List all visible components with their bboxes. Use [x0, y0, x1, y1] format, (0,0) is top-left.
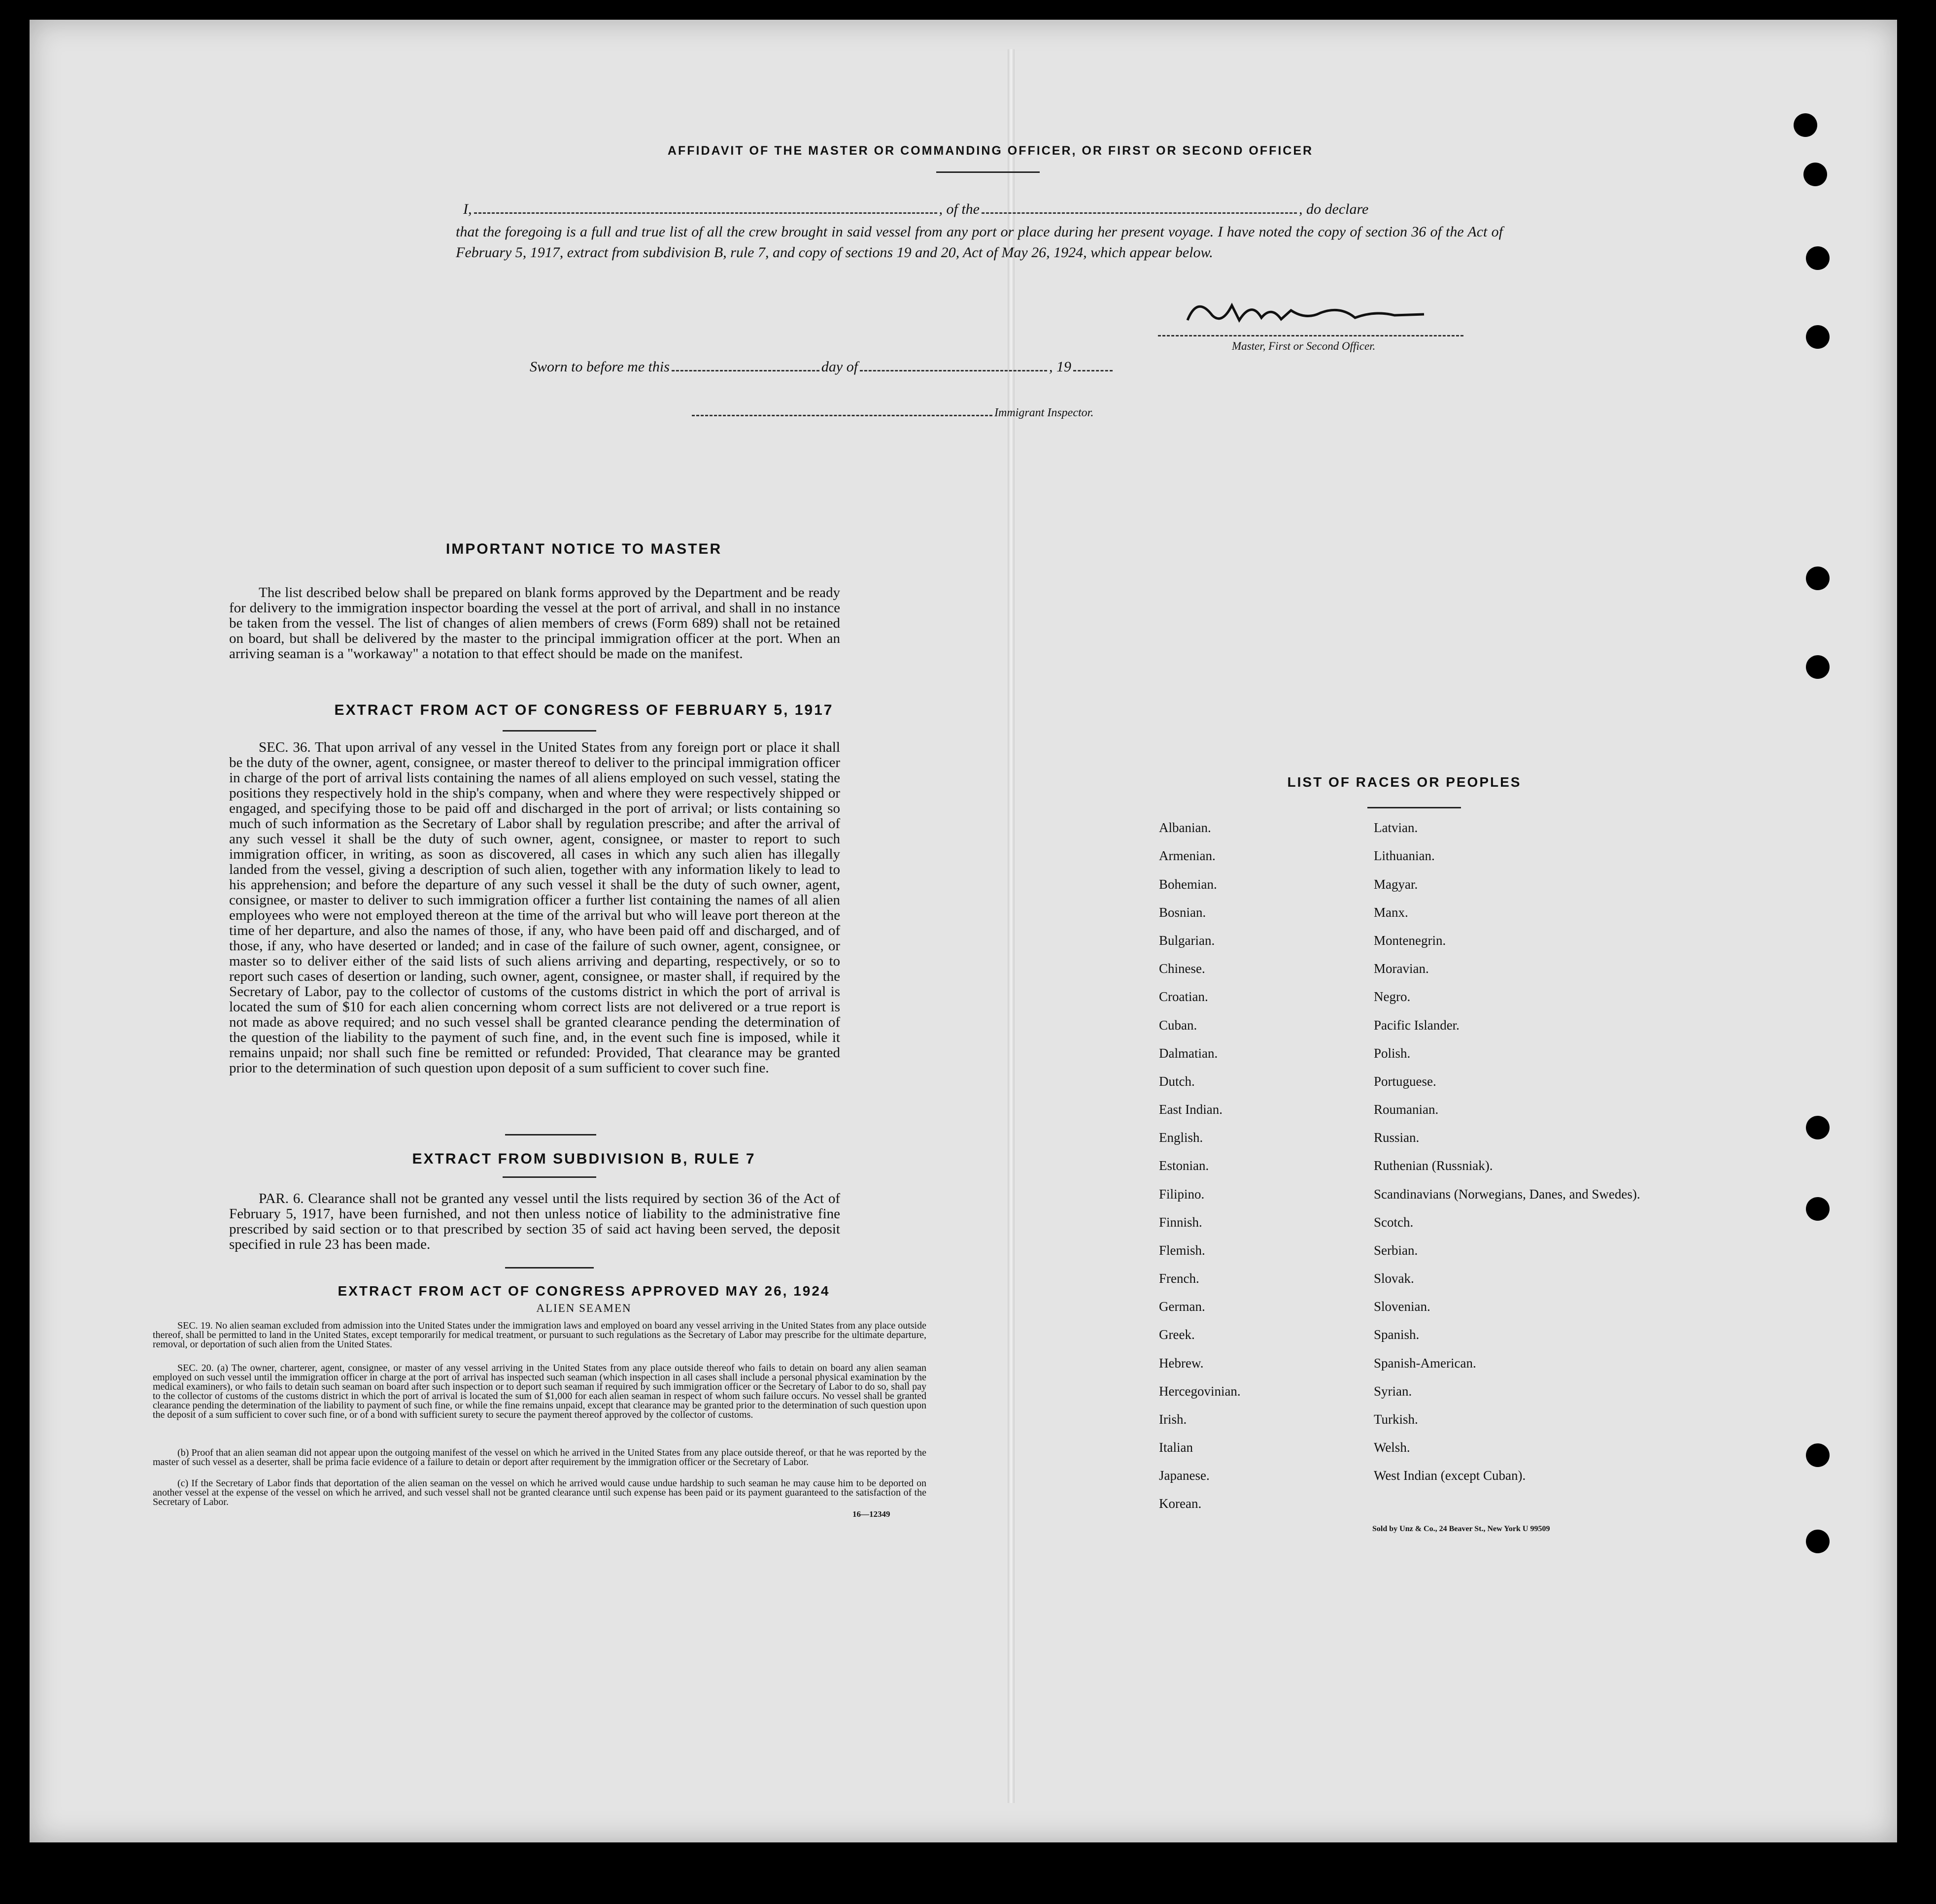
race-item: Montenegrin. [1374, 933, 1446, 948]
notice-title: IMPORTANT NOTICE TO MASTER [445, 541, 722, 557]
punch-hole [1806, 1443, 1830, 1467]
race-item: Finnish. [1159, 1215, 1202, 1230]
rule-rule7-top [505, 1134, 596, 1136]
extract-rule7-title: EXTRACT FROM SUBDIVISION B, RULE 7 [412, 1151, 756, 1167]
race-item: Greek. [1159, 1327, 1195, 1342]
race-item: Ruthenian (Russniak). [1374, 1158, 1493, 1173]
punch-hole [1806, 1197, 1830, 1221]
race-item: Albanian. [1159, 820, 1211, 835]
race-item: Spanish-American. [1374, 1356, 1476, 1370]
race-item: Cuban. [1159, 1018, 1197, 1033]
race-item: Pacific Islander. [1374, 1018, 1460, 1033]
punch-hole [1806, 325, 1830, 349]
race-item: Italian [1159, 1440, 1193, 1455]
signature-underline [1158, 335, 1463, 336]
printer-imprint: Sold by Unz & Co., 24 Beaver St., New York U 99509 [1372, 1525, 1550, 1533]
signature [1178, 291, 1434, 337]
races-title: LIST OF RACES OR PEOPLES [1287, 774, 1522, 790]
race-item: Estonian. [1159, 1158, 1209, 1173]
race-item: Roumanian. [1374, 1102, 1439, 1117]
affidavit-do-declare: , do declare [1299, 201, 1369, 217]
race-item: Scandinavians (Norwegians, Danes, and Swedes). [1374, 1187, 1640, 1202]
sec19-text: SEC. 19. No alien seaman excluded from admission into the United States under the immigration laws and employed on board any vessel arriving in the United States from any place outside thereof, shall be permitted to land in the United States, except temporarily for medical treatment, or pursuant to such regulations as the Secretary of Labor may prescribe for the ultimate departure, removal, or deportation of such alien from the United States. [153, 1320, 926, 1350]
form-number: 16—12349 [852, 1509, 890, 1519]
race-item: Bohemian. [1159, 877, 1217, 892]
race-item: Magyar. [1374, 877, 1418, 892]
race-item: Filipino. [1159, 1187, 1205, 1202]
page-fold [1008, 49, 1015, 1803]
race-item: Korean. [1159, 1496, 1202, 1511]
race-item: Bosnian. [1159, 905, 1206, 920]
race-item: Serbian. [1374, 1243, 1418, 1258]
race-item: Bulgarian. [1159, 933, 1215, 948]
punch-hole [1803, 163, 1827, 186]
race-item: Lithuanian. [1374, 848, 1435, 863]
punch-hole [1806, 567, 1830, 590]
race-item: Croatian. [1159, 989, 1208, 1004]
affidavit-i: I, [463, 201, 472, 217]
sec20c-text: (c) If the Secretary of Labor finds that deportation of the alien seaman on the vessel on which he arrived would cause undue hardship to such seaman he may cause him to be deported on another vessel at the expense of the vessel on which he arrived, and such vessel shall not be granted clearance until such expense has been paid or its payment guaranteed to the satisfaction of the Secretary of Labor. [153, 1478, 926, 1507]
race-item: East Indian. [1159, 1102, 1223, 1117]
affidavit-of-the: , of the [939, 201, 980, 217]
race-item: Negro. [1374, 989, 1411, 1004]
race-item: Hercegovinian. [1159, 1384, 1241, 1399]
year-text: , 19 [1049, 359, 1072, 375]
race-item: Latvian. [1374, 820, 1418, 835]
race-item: Welsh. [1374, 1440, 1410, 1455]
race-item: Hebrew. [1159, 1356, 1204, 1370]
rule-rule7-bottom [503, 1176, 596, 1178]
race-item: West Indian (except Cuban). [1374, 1468, 1526, 1483]
punch-hole [1806, 655, 1830, 679]
race-item: Slovenian. [1374, 1299, 1430, 1314]
extract-1917-text: SEC. 36. That upon arrival of any vessel in the United States from any foreign port or place it shall be the duty of the owner, agent, consignee, or master thereof to deliver to the principal immigration officer in charge of the port of arrival lists containing the names of all aliens employed on such vessel, stating the positions they respectively hold in the ship's company, when and where they were respectively shipped or engaged, and specifying those to be paid off and discharged in the port of arrival; or lists containing so much of such information as the Secretary of Labor shall by regulation prescribe; and after the arrival of any such vessel it shall be the duty of such owner, agent, consignee, or master to report to such immigration officer, in writing, as soon as discovered, all cases in which any such alien has illegally landed from the vessel, giving a description of such alien, together with any information likely to lead to his apprehension; and before the departure of any such vessel it shall be the duty of such owner, agent, consignee, or master to deliver to such immigration officer a further list containing the names of all alien employees who were not employed thereon at the time of the arrival but who will leave port thereon at the time of her departure, and also the names of those, if any, who have been paid off and discharged, and of those, if any, who have deserted or landed; and in case of the failure of such owner, agent, consignee, or master so to deliver either of the said lists of such aliens arriving and departing, respectively, or so to report such cases of desertion or landing, such owner, agent, consignee, or master shall, if required by the Secretary of Labor, pay to the collector of customs of the customs district in which the port of arrival is located the sum of $10 for each alien concerning whom correct lists are not delivered or a true report is not made as above required; and no such vessel shall be granted clearance pending the determination of the question of the liability to the payment of such fine, and, in the event such fine is imposed, while it remains unpaid; nor shall such fine be remitted or refunded: Provided, That clearance may be granted prior to the determination of such question upon deposit of a sum sufficient to cover such fine. [229, 739, 840, 1076]
extract-1917-title: EXTRACT FROM ACT OF CONGRESS OF FEBRUARY 5, 1917 [334, 702, 834, 718]
alien-seamen-heading: ALIEN SEAMEN [536, 1302, 632, 1314]
notice-text: The list described below shall be prepared on blank forms approved by the Department and be ready for delivery to the immigration inspector boarding the vessel at the port of arrival, and shall in no instance be taken from the vessel. The list of changes of alien members of crews (Form 689) shall not be retained on board, but shall be delivered by the master to the principal immigration officer at the port. When an arriving seaman is a "workaway" a notation to that effect should be made on the manifest. [229, 585, 840, 662]
race-item: English. [1159, 1130, 1203, 1145]
race-item: Slovak. [1374, 1271, 1414, 1286]
immigrant-inspector-label: Immigrant Inspector. [994, 406, 1094, 419]
race-item: Turkish. [1374, 1412, 1418, 1427]
race-item: Scotch. [1374, 1215, 1414, 1230]
master-officer-label: Master, First or Second Officer. [1232, 340, 1376, 352]
race-item: Syrian. [1374, 1384, 1412, 1399]
race-item: Portuguese. [1374, 1074, 1436, 1089]
day-of-text: day of [821, 359, 858, 375]
rule-1924-top [505, 1267, 594, 1269]
race-item: Chinese. [1159, 961, 1205, 976]
race-item: Russian. [1374, 1130, 1420, 1145]
race-item: French. [1159, 1271, 1199, 1286]
inspector-line [690, 406, 1093, 420]
race-item: Spanish. [1374, 1327, 1420, 1342]
sworn-line [530, 359, 1115, 375]
race-item: Polish. [1374, 1046, 1411, 1061]
race-item: Dutch. [1159, 1074, 1195, 1089]
extract-rule7-text: PAR. 6. Clearance shall not be granted any vessel until the lists required by section 36 of the Act of February 5, 1917, have been furnished, and not then unless notice of liability to the administrative fine prescribed by said section or to that prescribed by section 35 of said act having been served, the deposit specified in rule 23 has been made. [229, 1191, 840, 1252]
race-item: Manx. [1374, 905, 1408, 920]
affidavit-title-rule [936, 171, 1040, 173]
extract-1917-rule [503, 730, 596, 732]
race-item: Dalmatian. [1159, 1046, 1218, 1061]
document-sheet [30, 20, 1897, 1842]
punch-hole [1806, 246, 1830, 270]
races-title-rule [1367, 807, 1461, 808]
race-item: Flemish. [1159, 1243, 1205, 1258]
affidavit-line1 [463, 201, 1503, 218]
sec20-text: SEC. 20. (a) The owner, charterer, agent, consignee, or master of any vessel arriving in the United States from any place outside thereof who fails to detain on board any alien seaman employed on such vessel until the immigration officer in charge at the port of arrival has inspected such seaman (which inspection in all cases shall include a personal physical examination by the medical examiners), or who fails to detain such seaman on board after such inspection or to deport such seaman if required by such immigration officer or the Secretary of Labor to do so, shall pay to the collector of customs of the customs district in which the port of arrival is located the sum of $1,000 for each alien seaman in respect of whom such failure occurs. No vessel shall be granted clearance pending the determination of the liability to payment of such fine, or while the fine remains unpaid, except that clearance may be granted prior to the determination of such question upon the deposit of a sum sufficient to cover such fine, or of a bond with sufficient surety to secure the payment thereof approved by the collector of customs. [153, 1363, 926, 1420]
sworn-text: Sworn to before me this [530, 359, 670, 375]
affidavit-body: that the foregoing is a full and true list of all the crew brought in said vessel from any port or place during her present voyage. I have noted the copy of section 36 of the Act of February 5, 1917, extract from subdivision B, rule 7, and copy of sections 19 and 20, Act of May 26, 1924, which appear below. [456, 224, 1503, 261]
race-item: German. [1159, 1299, 1205, 1314]
extract-1924-title: EXTRACT FROM ACT OF CONGRESS APPROVED MAY 26, 1924 [338, 1283, 830, 1299]
punch-hole [1794, 113, 1817, 137]
affidavit-title: AFFIDAVIT OF THE MASTER OR COMMANDING OFFICER, OR FIRST OR SECOND OFFICER [667, 144, 1314, 158]
punch-hole [1806, 1116, 1830, 1139]
sec20b-text: (b) Proof that an alien seaman did not appear upon the outgoing manifest of the vessel on which he arrived in the United States from any place outside thereof, or that he was reported by the master of such vessel as a deserter, shall be prima facie evidence of a failure to detain or deport after requirement by the immigration officer or the Secretary of Labor. [153, 1447, 926, 1468]
race-item: Japanese. [1159, 1468, 1210, 1483]
race-item: Moravian. [1374, 961, 1429, 976]
race-item: Irish. [1159, 1412, 1187, 1427]
race-item: Armenian. [1159, 848, 1216, 863]
signature-scribble [1178, 291, 1434, 335]
punch-hole [1806, 1530, 1830, 1553]
